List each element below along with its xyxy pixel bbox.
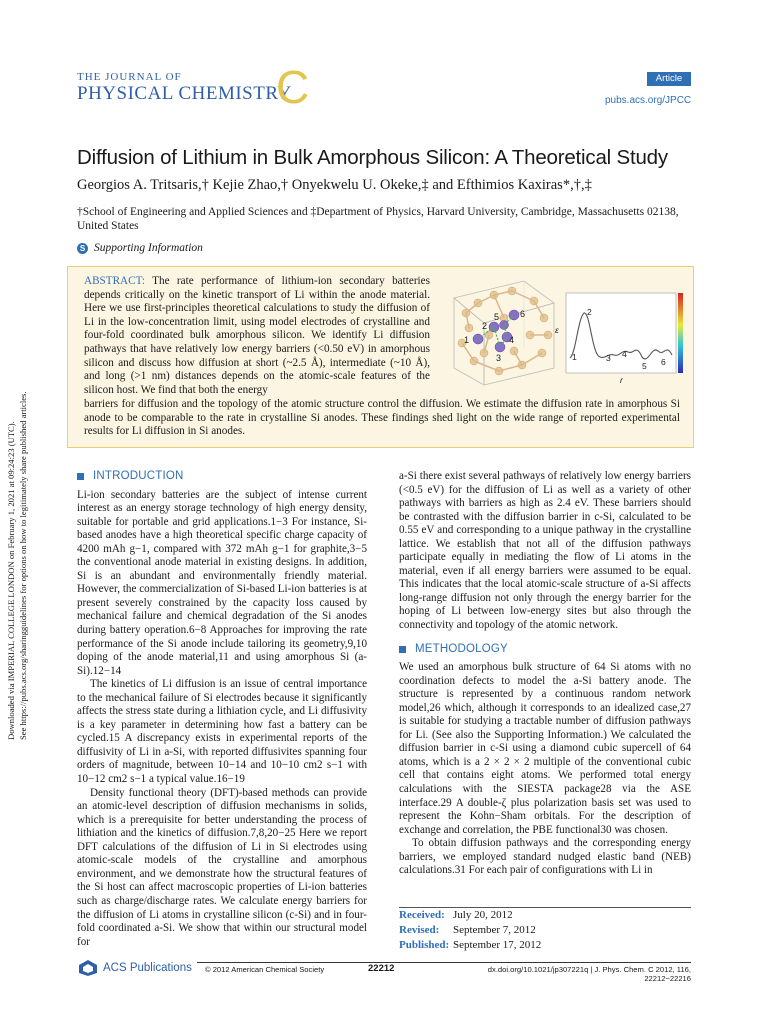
abstract-text-top bbox=[84, 275, 430, 397]
abstract-label: ABSTRACT: bbox=[84, 275, 145, 287]
plot-label-3: 3 bbox=[606, 353, 611, 363]
plot-label-5: 5 bbox=[642, 361, 647, 371]
supporting-info-icon: S bbox=[77, 243, 88, 254]
received-date-row bbox=[399, 908, 691, 923]
plot-label-6: 6 bbox=[661, 357, 666, 367]
section-marker-icon bbox=[77, 473, 84, 480]
methodology-heading-text: METHODOLOGY bbox=[415, 642, 508, 655]
method-paragraph-2: To obtain diffusion pathways and the corresponding energy barriers, we employed standard nudged elastic band (NEB) calculations.31 For each pair of configurations with Li in bbox=[399, 837, 691, 877]
intro-paragraph-3: Density functional theory (DFT)-based methods can provide an atomic-level description of diffusion mechanisms in solids, which is a prerequisite for better understanding the process of lithiation and the kinetics of diffusion.7,8,20−25 Here we report DFT calculations of the diffusion of Li in Si electrodes using atomic-scale models of the crystalline and amorphous environment, and we demonstrate how the structural features of the Si host can affect macroscopic properties of Li-ion batteries such as charge/discharge rates. We calculate energy barriers for the diffusion of Li atoms in crystalline silicon (c-Si) and in four-fold coordinated a-Si. We show that within our structural model for bbox=[77, 786, 367, 948]
supporting-info-label[interactable]: Supporting Information bbox=[94, 242, 203, 254]
supporting-info-link[interactable] bbox=[77, 242, 203, 254]
revised-date-row bbox=[399, 923, 691, 938]
download-note-line2: See https://pubs.acs.org/sharingguidelines for options on how to legitimately share published articles. bbox=[18, 391, 28, 740]
plot-y-axis-label: ε bbox=[555, 325, 559, 335]
download-note-line1: Downloaded via IMPERIAL COLLEGE LONDON on February 1, 2021 at 09:24:23 (UTC). bbox=[6, 421, 16, 740]
page-number: 22212 bbox=[368, 963, 395, 974]
publication-dates bbox=[399, 907, 691, 953]
methodology-heading bbox=[399, 643, 691, 657]
energy-profile-plot bbox=[555, 293, 683, 385]
author-list: Georgios A. Tritsaris,† Kejie Zhao,† Onyekwelu U. Okeke,‡ and Efthimios Kaxiras*,†,‡ bbox=[77, 177, 592, 193]
right-column bbox=[399, 470, 691, 878]
plot-label-2: 2 bbox=[587, 307, 592, 317]
atom-label-4: 4 bbox=[509, 335, 515, 345]
intro-paragraph-2: The kinetics of Li diffusion is an issue of central importance to the mechanical failure of Si electrodes because it significantly affects the stress state during a lithiation cycle, and Li diffusivity is a key parameter in determining how fast a battery can be cycled.15 A discrepancy exists in experimental reports of the diffusivity of Li in a-Si, with reported diffusivites spanning four orders of magnitude, between 10−14 and 10−10 cm2 s−1 with 10−12 cm2 s−1 a typical value.16−19 bbox=[77, 678, 367, 786]
journal-url-link[interactable]: pubs.acs.org/JPCC bbox=[605, 95, 692, 106]
received-label: Received: bbox=[399, 909, 445, 921]
paper-title: Diffusion of Lithium in Bulk Amorphous Silicon: A Theoretical Study bbox=[77, 146, 668, 169]
article-type-badge: Article bbox=[647, 72, 691, 86]
download-note bbox=[6, 300, 36, 740]
atom-label-3: 3 bbox=[496, 353, 502, 363]
published-date-row bbox=[399, 938, 691, 953]
plot-label-1: 1 bbox=[572, 352, 577, 362]
introduction-heading bbox=[77, 470, 367, 484]
section-marker-icon bbox=[399, 646, 406, 653]
acs-publications-logo bbox=[77, 957, 197, 979]
atomic-structure-image bbox=[454, 281, 554, 385]
journal-letter-logo: C bbox=[276, 61, 310, 113]
revised-date: September 7, 2012 bbox=[453, 924, 536, 936]
introduction-heading-text: INTRODUCTION bbox=[93, 470, 184, 482]
abstract-text-bottom: barriers for diffusion and the topology of the atomic structure control the diffusion. We estimate the diffusion rate in amorphous Si anode to be comparable to the rate in crystalline Si anodes. These findings shed light on the wide range of reported experimental results for Li diffusion in Si anodes. bbox=[84, 398, 680, 438]
intro-paragraph-1: Li-ion secondary batteries are the subject of intense current interest as an energy storage technology of high energy density, suitable for portable and grid applications.1−3 For instance, Si-based anodes have a high theoretical specific charge capacity of 4200 mAh g−1, compared with 372 mAh g−1 for graphite,3−5 the conventional anode material in existing designs. In addition, Si is an abundant and environmentally friendly material. However, the commercialization of Si-based Li-ion batteries is at present severely constrained by the capacity loss caused by mechanical failure and chemical degradation of the Si anodes during battery operation.6−8 Approaches for improving the rate performance of the Si anode include tailoring its geometry,9,10 doping of the anode material,11 and using amorphous Si (a-Si).12−14 bbox=[77, 488, 367, 677]
abstract-part1: The rate performance of lithium-ion secondary batteries depends critically on the kinetic transport of Li within the anode material. Here we use first-principles theoretical calculations to study the diffusion of Li in the low-concentration limit, using model electrodes of crystalline and four-fold coordinated bulk amorphous silicon. We identify Li diffusion pathways that have relatively low energy barriers (<0.50 eV) in amorphous silicon and discuss how diffusion at short (~2.5 Å), intermediate (~10 Å), and long (>1 nm) distances depends on the atomic-scale features of the silicon host. We find that both the energy bbox=[84, 275, 430, 396]
intro-paragraph-continued: a-Si there exist several pathways of relatively low energy barriers (<0.5 eV) for the diffusion of Li as well as a variety of other pathways with barriers as high as 2.4 eV. These barriers should be contrasted with the diffusion barrier in c-Si, calculated to be 0.55 eV and corresponding to a unique pathway in the crystalline lattice. We establish that not all of the diffusion pathways participate equally in mediating the flow of Li atoms in the material, even if all energy barriers were assumed to be equal. This indicates that the local atomic-scale structure of a-Si affects long-range diffusion not only through the energy barrier for the hoping of Li between low-energy sites but also through the connectivity and topology of the atomic network. bbox=[399, 470, 691, 632]
acs-hexagon-icon bbox=[77, 959, 99, 977]
revised-label: Revised: bbox=[399, 924, 440, 936]
left-column bbox=[77, 470, 367, 949]
affiliation: †School of Engineering and Applied Sciences and ‡Department of Physics, Harvard University, Cambridge, Massachusetts 02138, United States bbox=[77, 206, 679, 232]
journal-name: PHYSICAL CHEMISTRY bbox=[77, 83, 292, 104]
published-date: September 17, 2012 bbox=[453, 939, 542, 951]
plot-label-4: 4 bbox=[622, 349, 627, 359]
copyright: © 2012 American Chemical Society bbox=[205, 965, 325, 974]
atom-label-5: 5 bbox=[494, 312, 500, 322]
atom-label-1: 1 bbox=[464, 335, 470, 345]
plot-x-axis-label: r bbox=[620, 375, 623, 385]
acs-publications-text: ACS Publications bbox=[103, 962, 192, 974]
published-label: Published: bbox=[399, 939, 450, 951]
toc-graphic bbox=[444, 273, 686, 393]
color-bar bbox=[678, 293, 683, 373]
received-date: July 20, 2012 bbox=[453, 909, 513, 921]
atom-label-2: 2 bbox=[482, 321, 488, 331]
atom-label-6: 6 bbox=[520, 309, 526, 319]
doi-citation[interactable]: dx.doi.org/10.1021/jp307221q | J. Phys. Chem. C 2012, 116, 22212−22216 bbox=[487, 965, 691, 983]
method-paragraph-1: We used an amorphous bulk structure of 64 Si atoms with no coordination defects to model the a-Si battery anode. The structure is represented by a continuous random network model,26 which, although it corresponds to an idealized case,27 is suitable for studying a tractable number of diffusion pathways for Li. (See also the Supporting Information.) We calculated the diffusion barrier in c-Si using a diamond cubic supercell of 64 atoms, which is a 2 × 2 × 2 multiple of the conventional cubic cell that contains eight atoms. We performed total energy calculations with the SIESTA package28 via the ASE interface.29 A double-ζ plus polarization basis set was used to represent the Kohn−Sham orbitals. For the description of exchange and correlation, the PBE functional30 was chosen. bbox=[399, 661, 691, 836]
journal-name-top: THE JOURNAL OF bbox=[77, 71, 182, 83]
